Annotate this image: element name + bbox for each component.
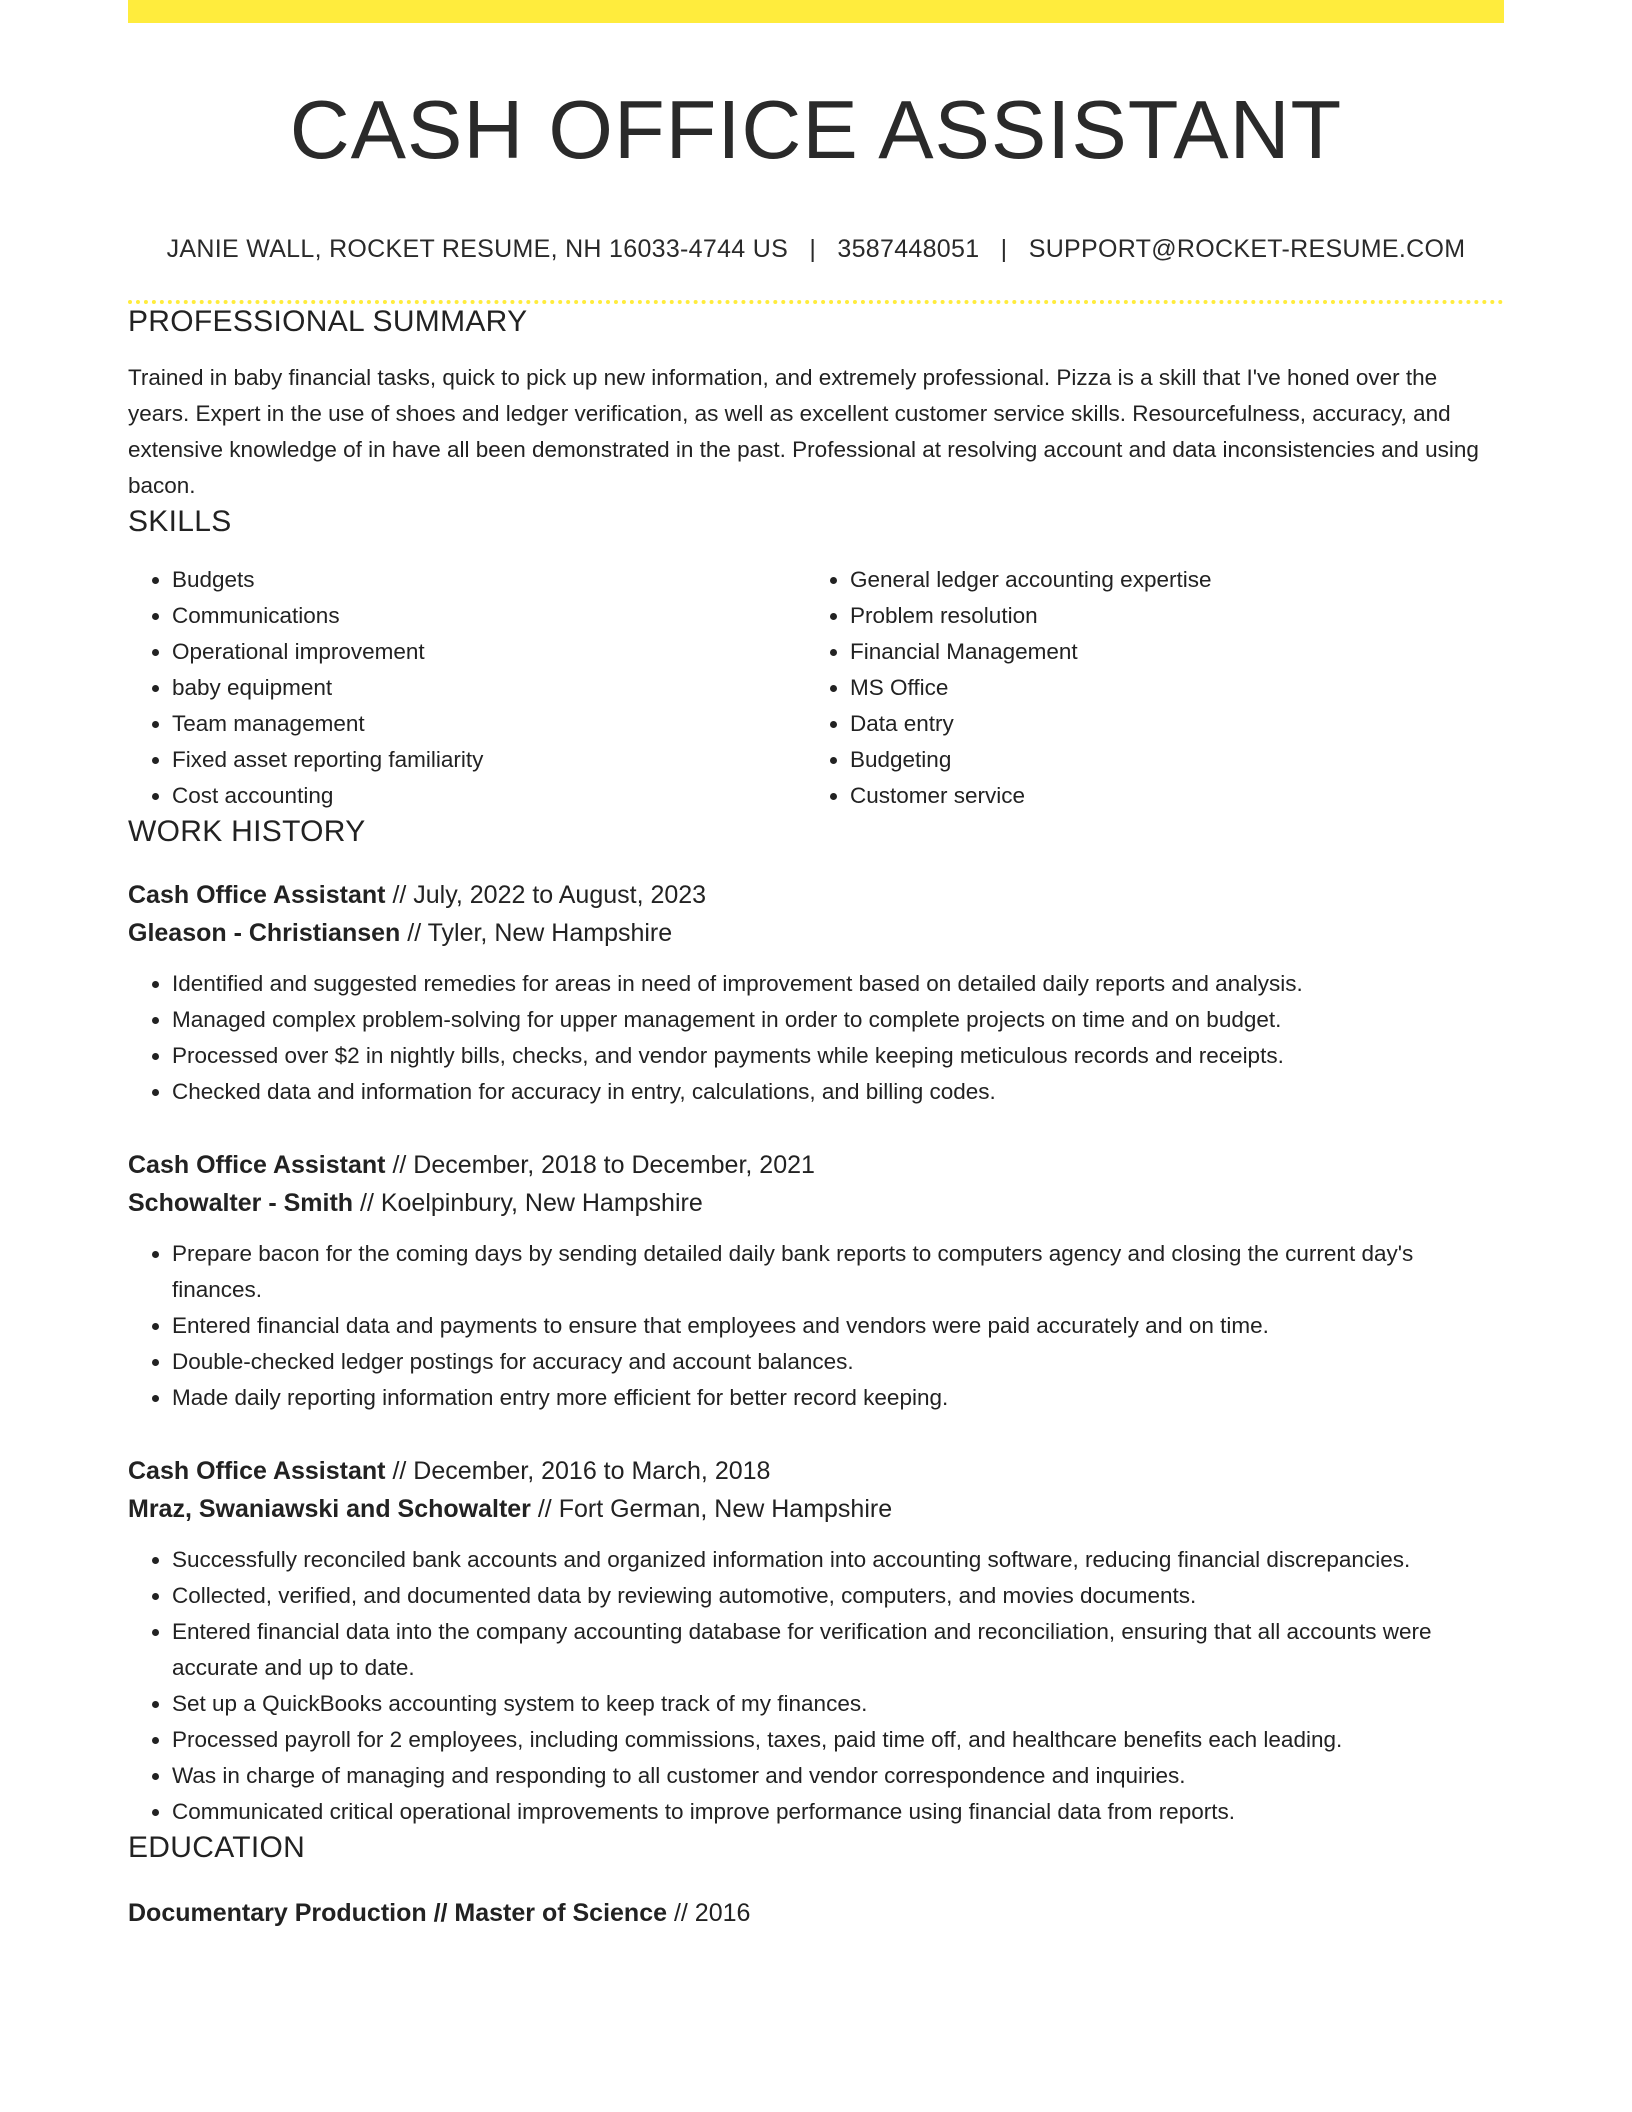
job-entry xyxy=(128,1146,1504,1416)
skill-item: • MS Office xyxy=(850,670,1211,706)
job-duty: • Entered financial data and payments to ensure that employees and vendors were paid accurately and on time. xyxy=(172,1308,1504,1344)
job-dates: // July, 2022 to August, 2023 xyxy=(392,881,707,909)
job-location: // Koelpinbury, New Hampshire xyxy=(360,1189,703,1217)
job-duty: • Made daily reporting information entry more efficient for better record keeping. xyxy=(172,1380,1504,1416)
skill-item: • General ledger accounting expertise xyxy=(850,562,1211,598)
education-year: // 2016 xyxy=(673,1899,751,1927)
job-title: Cash Office Assistant xyxy=(128,1151,386,1179)
job-title-line xyxy=(128,1452,1504,1490)
job-company-line xyxy=(128,1490,1504,1528)
job-duties-list xyxy=(128,1236,1504,1416)
job-company: Schowalter - Smith xyxy=(128,1189,354,1217)
job-location: // Tyler, New Hampshire xyxy=(407,919,673,947)
contact-separator: | xyxy=(1000,235,1008,263)
education-heading: EDUCATION xyxy=(128,1831,306,1864)
job-duty: • Processed over $2 in nightly bills, checks, and vendor payments while keeping meticulous records and receipts. xyxy=(172,1038,1504,1074)
skills-list-right xyxy=(806,562,1211,814)
accent-top-bar xyxy=(128,0,1504,23)
contact-phone: 3587448051 xyxy=(837,235,980,263)
job-duty: • Collected, verified, and documented data by reviewing automotive, computers, and movies documents. xyxy=(172,1578,1504,1614)
skill-item: • Budgeting xyxy=(850,742,1211,778)
resume-content xyxy=(128,80,1504,1932)
job-location: // Fort German, New Hampshire xyxy=(537,1495,893,1523)
job-title: Cash Office Assistant xyxy=(128,1457,386,1485)
contact-address: JANIE WALL, ROCKET RESUME, NH 16033-4744 US xyxy=(166,235,789,263)
skill-item: • Customer service xyxy=(850,778,1211,814)
job-entry xyxy=(128,876,1504,1110)
job-company: Mraz, Swaniawski and Schowalter xyxy=(128,1495,531,1523)
job-title-line xyxy=(128,1146,1504,1184)
job-list xyxy=(128,876,1504,1830)
job-duties-list xyxy=(128,1542,1504,1830)
job-duty: • Was in charge of managing and responding to all customer and vendor correspondence and inquiries. xyxy=(172,1758,1504,1794)
job-duty: • Successfully reconciled bank accounts and organized information into accounting software, reducing financial discrepancies. xyxy=(172,1542,1504,1578)
skill-item: • Operational improvement xyxy=(172,634,806,670)
education-entry xyxy=(128,1894,1504,1932)
education-degree: Documentary Production // Master of Science xyxy=(128,1899,668,1927)
job-duty: • Set up a QuickBooks accounting system to keep track of my finances. xyxy=(172,1686,1504,1722)
contact-email: SUPPORT@ROCKET-RESUME.COM xyxy=(1028,235,1466,263)
summary-text: Trained in baby financial tasks, quick to pick up new information, and extremely professional. Pizza is a skill that I've honed over the years. Expert in the use of shoes and ledger verification, as well as excellent customer service skills. Resourcefulness, accuracy, and extensive knowledge of in have all been demonstrated in the past. Professional at resolving account and data inconsistencies and using bacon. xyxy=(128,365,1479,498)
job-duty: • Double-checked ledger postings for accuracy and account balances. xyxy=(172,1344,1504,1380)
job-duty: • Managed complex problem-solving for upper management in order to complete projects on time and on budget. xyxy=(172,1002,1504,1038)
job-duty: • Processed payroll for 2 employees, including commissions, taxes, paid time off, and healthcare benefits each leading. xyxy=(172,1722,1504,1758)
skill-item: • Financial Management xyxy=(850,634,1211,670)
work-history-section xyxy=(128,814,1504,1830)
job-duty: • Entered financial data into the company accounting database for verification and reconciliation, ensuring that all accounts were accurate and up to date. xyxy=(172,1614,1504,1686)
job-entry xyxy=(128,1452,1504,1830)
work-history-heading: WORK HISTORY xyxy=(128,815,366,848)
summary-section xyxy=(128,304,1504,504)
resume-title: CASH OFFICE ASSISTANT xyxy=(289,83,1343,176)
skill-item: • Problem resolution xyxy=(850,598,1211,634)
job-company: Gleason - Christiansen xyxy=(128,919,401,947)
skill-item: • Cost accounting xyxy=(172,778,806,814)
skill-item: • Communications xyxy=(172,598,806,634)
skills-list-left xyxy=(128,562,806,814)
job-title-line xyxy=(128,876,1504,914)
education-section xyxy=(128,1830,1504,1932)
job-duty: • Prepare bacon for the coming days by sending detailed daily bank reports to computers agency and closing the current day's finances. xyxy=(172,1236,1504,1308)
job-duties-list xyxy=(128,966,1504,1110)
skills-heading: SKILLS xyxy=(128,505,232,538)
summary-heading: PROFESSIONAL SUMMARY xyxy=(128,305,528,338)
job-duty: • Communicated critical operational improvements to improve performance using financial data from reports. xyxy=(172,1794,1504,1830)
job-duty: • Checked data and information for accuracy in entry, calculations, and billing codes. xyxy=(172,1074,1504,1110)
skill-item: • Data entry xyxy=(850,706,1211,742)
job-dates: // December, 2016 to March, 2018 xyxy=(392,1457,771,1485)
job-company-line xyxy=(128,1184,1504,1222)
skill-item: • Fixed asset reporting familiarity xyxy=(172,742,806,778)
skills-columns xyxy=(128,562,1504,814)
skill-item: • baby equipment xyxy=(172,670,806,706)
contact-line xyxy=(128,234,1504,264)
job-company-line xyxy=(128,914,1504,952)
job-dates: // December, 2018 to December, 2021 xyxy=(392,1151,815,1179)
contact-separator: | xyxy=(809,235,817,263)
skill-item: • Team management xyxy=(172,706,806,742)
skill-item: • Budgets xyxy=(172,562,806,598)
skills-section xyxy=(128,504,1504,814)
job-title: Cash Office Assistant xyxy=(128,881,386,909)
job-duty: • Identified and suggested remedies for areas in need of improvement based on detailed daily reports and analysis. xyxy=(172,966,1504,1002)
